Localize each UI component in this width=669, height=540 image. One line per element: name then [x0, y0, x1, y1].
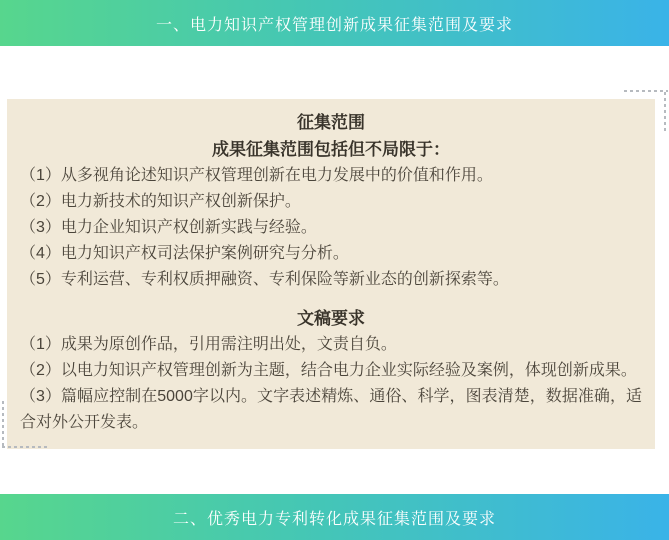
dashed-corner-top-right-horizontal: [624, 90, 668, 92]
manuscript-heading: 文稿要求: [297, 309, 365, 328]
scope-item: （5）专利运营、专利权质押融资、专利保险等新业态的创新探索等。: [20, 271, 509, 288]
scope-item: （1）从多视角论述知识产权管理创新在电力发展中的价值和作用。: [20, 167, 493, 184]
manuscript-item: （1）成果为原创作品，引用需注明出处，文责自负。: [20, 336, 397, 353]
scope-item: （2）电力新技术的知识产权创新保护。: [20, 193, 301, 210]
dashed-corner-bottom-left-horizontal: [2, 446, 49, 448]
section-2-title: 二、优秀电力专利转化成果征集范围及要求: [172, 510, 496, 528]
collection-requirements-box: [7, 99, 655, 449]
scope-subheading: 成果征集范围包括但不局限于：: [212, 140, 450, 159]
dashed-corner-bottom-left-vertical: [2, 401, 4, 446]
scope-item: （3）电力企业知识产权创新实践与经验。: [20, 219, 317, 236]
manuscript-item: （2）以电力知识产权管理创新为主题，结合电力企业实际经验及案例，体现创新成果。: [20, 362, 637, 379]
dashed-corner-top-right-vertical: [664, 92, 666, 134]
manuscript-item: （3）篇幅应控制在5000字以内。文字表述精炼、通俗、科学，图表清楚，数据准确，适合对外公开发表。: [20, 388, 642, 431]
section-1-title: 一、电力知识产权管理创新成果征集范围及要求: [155, 16, 513, 34]
section-1-banner: [0, 0, 669, 46]
scope-item: （4）电力知识产权司法保护案例研究与分析。: [20, 245, 349, 262]
scope-heading: 征集范围: [297, 113, 365, 132]
section-2-banner: [0, 494, 669, 540]
